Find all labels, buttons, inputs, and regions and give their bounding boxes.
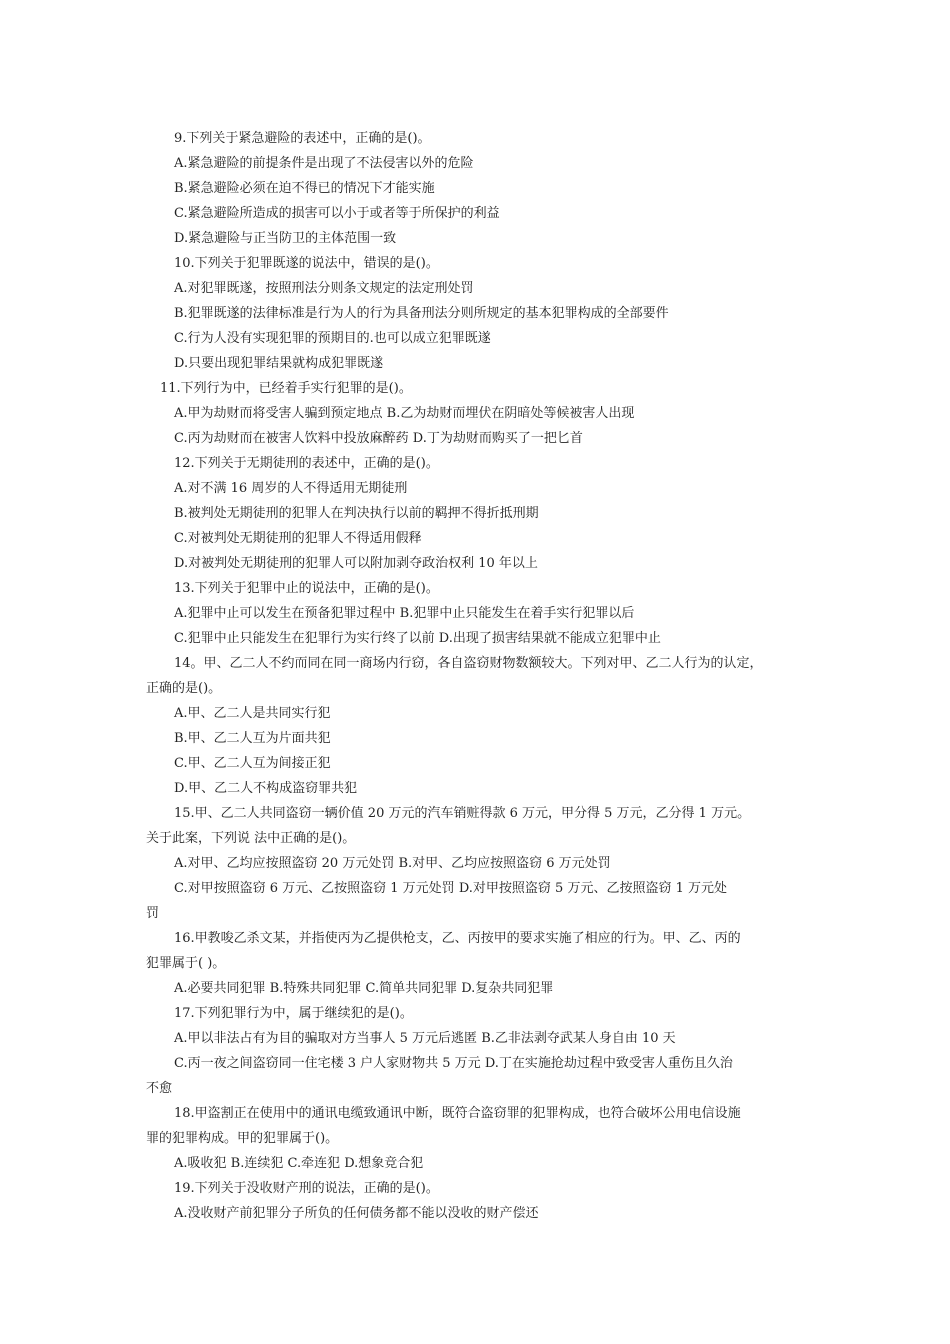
text-line: C.甲、乙二人互为间接正犯 xyxy=(174,756,331,771)
text-line: D.甲、乙二人不构成盗窃罪共犯 xyxy=(174,781,358,796)
text-line: B.紧急避险必须在迫不得已的情况下才能实施 xyxy=(174,181,435,196)
text-line: C.对甲按照盗窃 6 万元、乙按照盗窃 1 万元处罚 D.对甲按照盗窃 5 万元、乙按照盗窃 1 万元处 xyxy=(174,881,727,896)
text-line: A.甲以非法占有为目的骗取对方当事人 5 万元后逃匿 B.乙非法剥夺武某人身自由 10 天 xyxy=(174,1031,676,1046)
text-line: A.对不满 16 周岁的人不得适用无期徒刑 xyxy=(174,481,408,496)
text-line: B.被判处无期徒刑的犯罪人在判决执行以前的羁押不得折抵刑期 xyxy=(174,506,539,521)
text-line: A.吸收犯 B.连续犯 C.牵连犯 D.想象竞合犯 xyxy=(174,1156,424,1171)
text-line: 不愈 xyxy=(146,1081,173,1096)
text-line: A.对甲、乙均应按照盗窃 20 万元处罚 B.对甲、乙均应按照盗窃 6 万元处罚 xyxy=(174,856,611,871)
text-line: 12.下列关于无期徒刑的表述中，正确的是()。 xyxy=(174,456,439,471)
text-line: 13.下列关于犯罪中止的说法中，正确的是()。 xyxy=(174,581,439,596)
text-line: B.甲、乙二人互为片面共犯 xyxy=(174,731,331,746)
text-line: 罚 xyxy=(146,906,160,921)
text-line: B.犯罪既遂的法律标准是行为人的行为具备刑法分则所规定的基本犯罪构成的全部要件 xyxy=(174,306,669,321)
text-line: 关于此案，下列说 法中正确的是()。 xyxy=(146,831,356,846)
text-line: A.甲、乙二人是共同实行犯 xyxy=(174,706,331,721)
text-line: 18.甲盗割正在使用中的通讯电缆致通讯中断，既符合盗窃罪的犯罪构成，也符合破坏公用电信设施 xyxy=(174,1106,741,1121)
text-line: 19.下列关于没收财产刑的说法，正确的是()。 xyxy=(174,1181,439,1196)
text-line: A.甲为劫财而将受害人骗到预定地点 B.乙为劫财而埋伏在阴暗处等候被害人出现 xyxy=(174,406,635,421)
text-line: 15.甲、乙二人共同盗窃一辆价值 20 万元的汽车销赃得款 6 万元，甲分得 5 万元，乙分得 1 万元。 xyxy=(174,806,751,821)
text-line: 犯罪属于( )。 xyxy=(146,956,226,971)
text-line: D.紧急避险与正当防卫的主体范围一致 xyxy=(174,231,397,246)
text-line: C.丙一夜之间盗窃同一住宅楼 3 户人家财物共 5 万元 D.丁在实施抢劫过程中致受害人重伤且久治 xyxy=(174,1056,733,1071)
text-line: 11.下列行为中，已经着手实行犯罪的是()。 xyxy=(160,381,412,396)
text-line: 14。甲、乙二人不约而同在同一商场内行窃，各自盗窃财物数额较大。下列对甲、乙二人行为的认定， xyxy=(174,656,763,671)
text-line: A.必要共同犯罪 B.特殊共同犯罪 C.简单共同犯罪 D.复杂共同犯罪 xyxy=(174,981,554,996)
text-line: 16.甲教唆乙杀文某，并指使丙为乙提供枪支，乙、丙按甲的要求实施了相应的行为。甲、乙、丙的 xyxy=(174,931,741,946)
text-line: 10.下列关于犯罪既遂的说法中，错误的是()。 xyxy=(174,256,439,271)
text-line: A.对犯罪既遂，按照刑法分则条文规定的法定刑处罚 xyxy=(174,281,474,296)
text-line: C.行为人没有实现犯罪的预期目的.也可以成立犯罪既遂 xyxy=(174,331,491,346)
text-line: 罪的犯罪构成。甲的犯罪属于()。 xyxy=(146,1131,339,1146)
text-line: D.只要出现犯罪结果就构成犯罪既遂 xyxy=(174,356,384,371)
text-line: A.没收财产前犯罪分子所负的任何债务都不能以没收的财产偿还 xyxy=(174,1206,539,1221)
text-line: D.对被判处无期徒刑的犯罪人可以附加剥夺政治权利 10 年以上 xyxy=(174,556,538,571)
text-line: 正确的是()。 xyxy=(146,681,222,696)
text-line: A.紧急避险的前提条件是出现了不法侵害以外的危险 xyxy=(174,156,474,171)
text-line: C.犯罪中止只能发生在犯罪行为实行终了以前 D.出现了损害结果就不能成立犯罪中止 xyxy=(174,631,661,646)
text-line: A.犯罪中止可以发生在预备犯罪过程中 B.犯罪中止只能发生在着手实行犯罪以后 xyxy=(174,606,635,621)
text-line: 9.下列关于紧急避险的表述中，正确的是()。 xyxy=(174,131,431,146)
text-line: 17.下列犯罪行为中，属于继续犯的是()。 xyxy=(174,1006,413,1021)
text-line: C.丙为劫财而在被害人饮料中投放麻醉药 D.丁为劫财而购买了一把匕首 xyxy=(174,431,583,446)
text-line: C.紧急避险所造成的损害可以小于或者等于所保护的利益 xyxy=(174,206,500,221)
text-line: C.对被判处无期徒刑的犯罪人不得适用假释 xyxy=(174,531,422,546)
